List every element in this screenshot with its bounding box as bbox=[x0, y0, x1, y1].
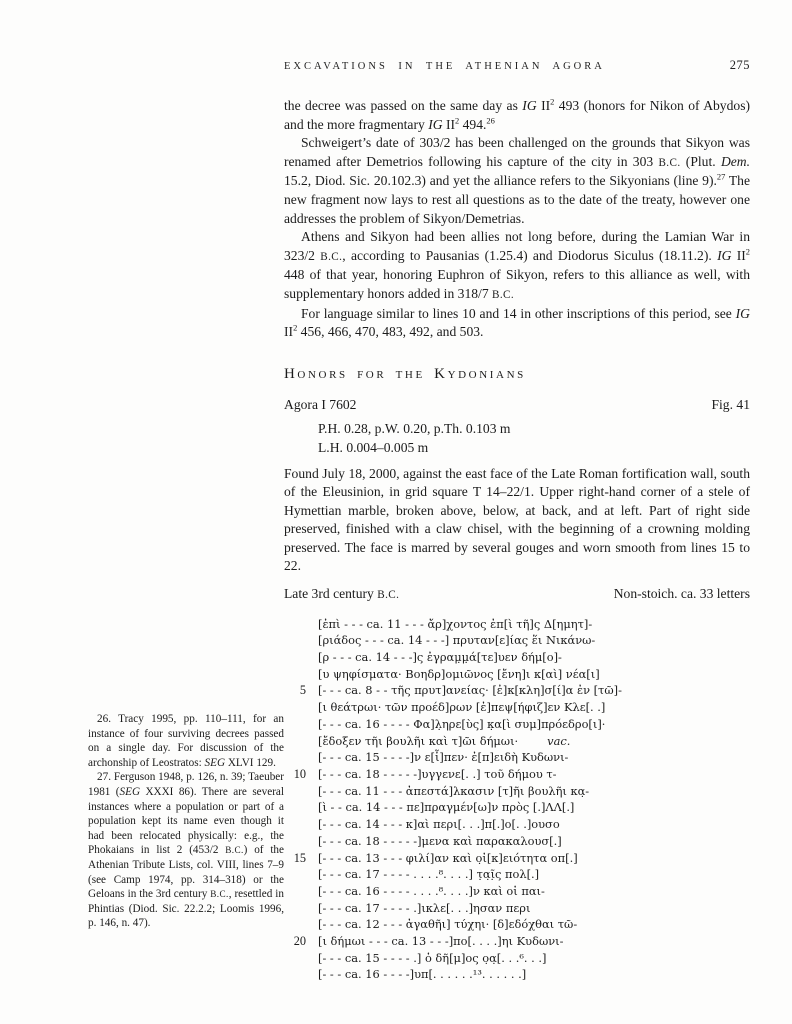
body-paragraph: For language similar to lines 10 and 14 in other inscriptions of this period, see IG $II^2$ 456, 466, 470, 483, 492, and 503. bbox=[284, 305, 750, 340]
inscription-line bbox=[284, 666, 750, 683]
inscription-line-text: [- - - ca. 18 - - - - -]μενα καὶ παρακαλουσ[.] bbox=[318, 833, 562, 848]
inscription-line bbox=[284, 766, 750, 783]
inscription-line-text: [- - - ca. 16 - - - -]υπ[. . . . . .¹³. . . . . .] bbox=[318, 967, 527, 982]
line-number: 20 bbox=[293, 934, 306, 949]
inscription-line bbox=[284, 733, 750, 750]
footnote-26: 26. Tracy 1995, pp. 110–111, for an instance of four surviving decrees passed on a single day. For discussion of the archonship of Leostratos: SEG XLVI 129. bbox=[88, 713, 284, 769]
figure-reference: Fig. 41 bbox=[711, 396, 750, 412]
inscription-line-text: [- - - ca. 16 - - - - . . . .⁸. . . .]ν καὶ οἱ παι- bbox=[318, 883, 545, 898]
inscription-line-text: [ρ - - - ca. 14 - - -]ς ἐγραμ̣μ̣ά[τε]υεν δήμ[ο]- bbox=[318, 650, 562, 665]
inscription-line bbox=[284, 916, 750, 933]
inscription-line bbox=[284, 682, 750, 699]
body-paragraph: the decree was passed on the same day as IG $II^2$ 493 (honors for Nikon of Abydos) and the more fragmentary IG $II^2$ 494.26 bbox=[284, 96, 751, 132]
date-line bbox=[284, 585, 750, 605]
catalog-id: Agora I 7602 bbox=[284, 396, 357, 412]
footnotes-column bbox=[88, 712, 284, 931]
inscription-line-text: [ι δήμωι - - - ca. 13 - - -]πο[. . . .]ηι Κυδωνι- bbox=[318, 934, 564, 949]
inscription-line-text: [ι θεάτρωι· τῶν προέδ]ρων [ἐ]πεψ[ήφιζ]εν Κλε[. .] bbox=[318, 700, 606, 715]
inscription-line-text: [- - - ca. 11 - - - ἀπεστά]λκασιν [τ]ῆι βουλῆι κα̣- bbox=[318, 783, 590, 798]
inscription-line bbox=[284, 850, 750, 867]
inscription-line-text: [- - - ca. 15 - - - -]ν ε[ἶ]πεν· ἐ[π]ειδὴ Κυδωνι- bbox=[318, 750, 569, 765]
inscription-line-text: [υ ψηφίσματα· Βοηδρ]ομιῶνος [ἔνη]ι κ[αὶ] νέα[ι] bbox=[318, 666, 600, 681]
inscription-text bbox=[284, 616, 750, 983]
inscription-line-text: [- - - ca. 12 - - - ἀγαθῆι] τύχηι· [δ]εδόχθαι τῶ- bbox=[318, 917, 578, 932]
catalog-line bbox=[284, 396, 750, 415]
inscription-line-text: [ἔδοξεν τῆι βουλῆι καὶ τ]ῶι δήμωι· vac. bbox=[318, 733, 571, 748]
inscription-line-text: [ὶ - - ca. 14 - - - πε]πραγμέν[ω]ν πρὸς [.]ΛΛ[.] bbox=[318, 800, 575, 815]
inscription-line-text: [ἐπὶ - - - ca. 11 - - - ἄρ]χοντος ἐπ[ὶ τῆ]ς Δ[ημητ]- bbox=[318, 616, 593, 631]
inscription-line-text: [- - - ca. 14 - - - κ]αὶ περι[. . .]π[.]ο[. .]ουσο bbox=[318, 817, 560, 832]
measurements-block bbox=[318, 420, 750, 457]
inscription-line bbox=[284, 783, 750, 800]
inscription-line bbox=[284, 649, 750, 666]
inscription-line bbox=[284, 632, 750, 649]
date-label: Late 3rd century B.C. bbox=[284, 586, 400, 602]
measurement-line: L.H. 0.004–0.005 m bbox=[318, 439, 429, 455]
inscription-line bbox=[284, 699, 750, 716]
running-head bbox=[284, 58, 750, 73]
inscription-line bbox=[284, 950, 750, 967]
page-number: 275 bbox=[729, 58, 750, 72]
section-heading: Honors for the Kydonians bbox=[284, 365, 526, 382]
inscription-line bbox=[284, 966, 750, 983]
line-number: 5 bbox=[299, 683, 306, 698]
inscription-line-text: [- - - ca. 17 - - - - . . . .⁸. . . .] τ̣α̣ῖ̣ς πολ[.] bbox=[318, 867, 540, 882]
inscription-line bbox=[284, 866, 750, 883]
inscription-line-text: [- - - ca. 15 - - - - .] ὁ δῆ[μ]ος ο̣α̣[. . .⁶. . .] bbox=[318, 950, 547, 965]
measurement-line: P.H. 0.28, p.W. 0.20, p.Th. 0.103 m bbox=[318, 421, 511, 437]
stoichedon-note: Non-stoich. ca. 33 letters bbox=[613, 586, 750, 602]
inscription-line bbox=[284, 900, 750, 917]
inscription-line bbox=[284, 799, 750, 816]
inscription-line-text: [- - - ca. 16 - - - - Φα]λ̣ηρε[ὺς] κ̣α[ὶ συμ]πρόεδρο[ι]· bbox=[318, 716, 606, 731]
inscription-line-text: [ριάδος - - - ca. 14 - - -] πρυταν[ε]ίας ἕι Νικάνω- bbox=[318, 633, 596, 648]
running-head-title: EXCAVATIONS IN THE ATHENIAN AGORA bbox=[284, 61, 605, 72]
footnote-27: 27. Ferguson 1948, p. 126, n. 39; Taeuber 1981 (SEG XXXI 86). There are several instances where a population or part of a population kept its name even though it had been relocated physically: e.g., the Phokaians in list 2 (453/2 B.C.) of the Athenian Tribute Lists, col. VIII, lines 7–9 (see Camp 1974, pp. 314–318) or the Geloans in the 3rd century B.C., resettled in Phintias (Diod. Sic. 22.2.2; Loomis 1996, p. 146, n. 47). bbox=[88, 771, 284, 930]
inscription-line bbox=[284, 749, 750, 766]
inscription-line-text: [- - - ca. 8 - - τῆς πρυτ]ανείας· [ἐ]κ[κλη]σ[ί]α ἐν [τῶ]- bbox=[318, 683, 622, 698]
body-paragraph: Athens and Sikyon had been allies not long before, during the Lamian War in 323/2 B.C., according to Pausanias (1.25.4) and Diodorus Siculus (18.11.2). IG $II^2$ 448 of that year, honoring Euphron of Sikyon, refers to this alliance as well, with supplementary honors added in 318/7 B.C. bbox=[284, 229, 750, 301]
inscription-line bbox=[284, 883, 750, 900]
inscription-line bbox=[284, 616, 750, 633]
inscription-line bbox=[284, 933, 750, 950]
inscription-line-text: [- - - ca. 18 - - - - -]υγγενε[. .] τοῦ δήμου τ- bbox=[318, 766, 557, 781]
body-paragraph: Schweigert’s date of 303/2 has been challenged on the grounds that Sikyon was renamed after Demetrios following his capture of the city in 303 B.C. (Plut. Dem. 15.2, Diod. Sic. 20.102.3) and yet the alliance refers to the Sikyonians (line 9).$^{27}$ The new fragment now lays to rest all questions as to the date of the treaty, however one addresses the problem of Sikyon/Demetrias. bbox=[284, 135, 751, 226]
line-number: 15 bbox=[293, 850, 306, 865]
inscription-line bbox=[284, 833, 750, 850]
line-number: 10 bbox=[293, 766, 306, 781]
findspot-paragraph: Found July 18, 2000, against the east face of the Late Roman fortification wall, south of the Eleusinion, in grid square T 14–22/1. Upper right-hand corner of a stele of Hymettian marble, broken above, below, at back, and at left. Part of right side preserved, finished with a claw chisel, with the beginning of a crowning molding preserved. The face is marred by several gouges and worn smooth from lines 15 to 22. bbox=[284, 465, 750, 574]
main-text-column bbox=[284, 0, 750, 983]
inscription-line-text: [- - - ca. 13 - - - φιλί]αν καὶ ο̣ἰ[κ]ειότητα οπ[.] bbox=[318, 850, 578, 865]
inscription-line-text: [- - - ca. 17 - - - - .]ικλε[. . .]ησαν περι bbox=[318, 900, 531, 915]
inscription-line bbox=[284, 816, 750, 833]
inscription-line bbox=[284, 716, 750, 733]
